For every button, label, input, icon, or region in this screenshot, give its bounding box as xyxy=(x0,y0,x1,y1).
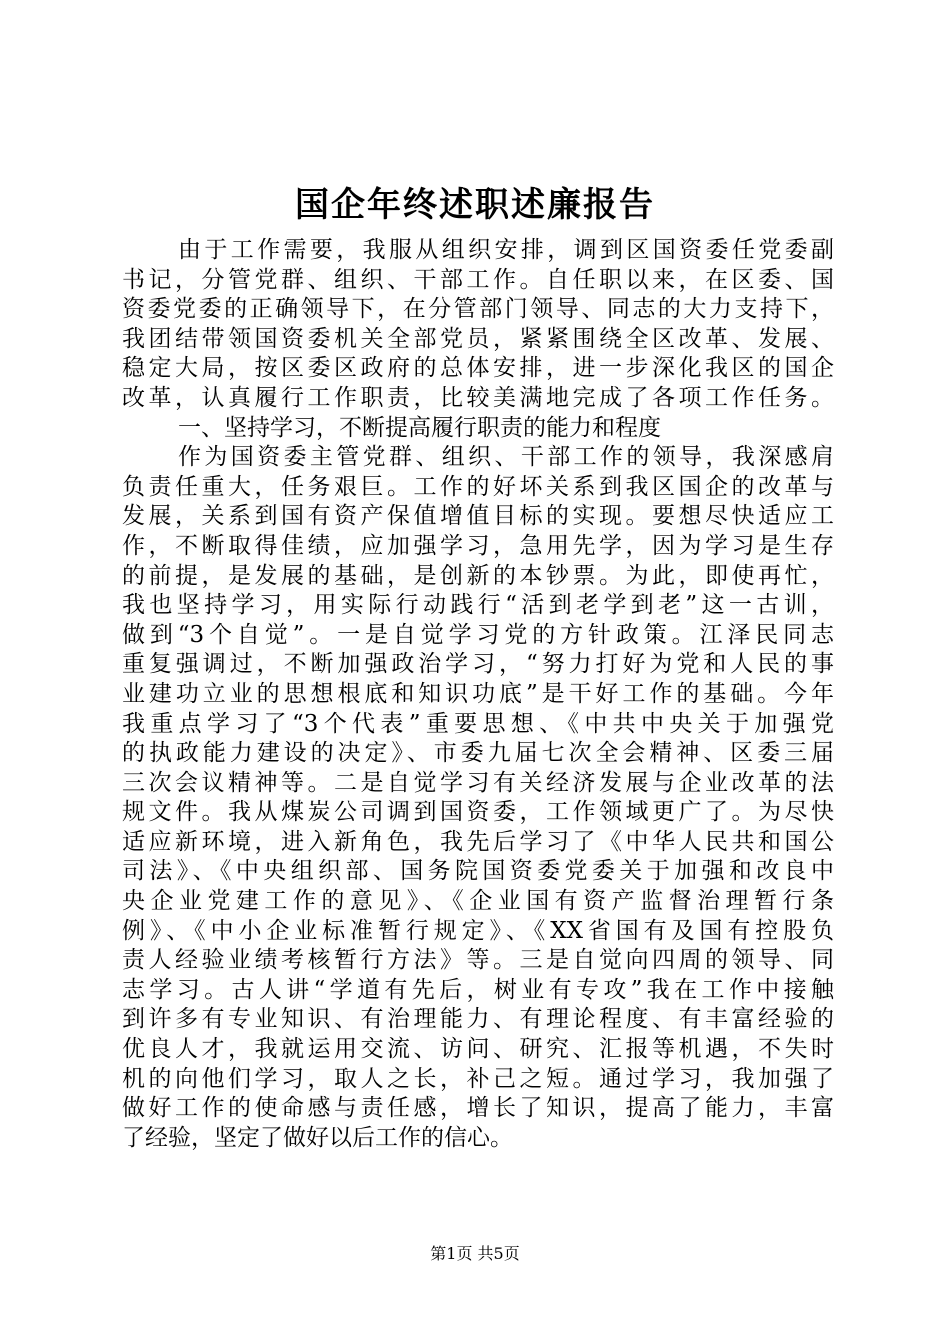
text-line: 发展，关系到国有资产保值增值目标的实现。要想尽快适应工 xyxy=(122,503,834,530)
text-line: 做好工作的使命感与责任感，增长了知识，提高了能力，丰富 xyxy=(122,1095,834,1122)
text-line: 适应新环境，进入新角色，我先后学习了《中华人民共和国公 xyxy=(122,828,834,855)
text-line: 改革，认真履行工作职责，比较美满地完成了各项工作任务。 xyxy=(122,384,834,411)
text-line: 的执政能力建设的决定》、市委九届七次全会精神、区委三届 xyxy=(122,740,834,767)
page-number-footer: 第1页 共5页 xyxy=(430,1244,520,1263)
text-line: 作，不断取得佳绩，应加强学习，急用先学，因为学习是生存 xyxy=(122,532,834,559)
text-line: 由于工作需要，我服从组织安排，调到区国资委任党委副 xyxy=(178,237,834,263)
text-line: 志学习。古人讲“学道有先后，树业有专攻”我在工作中接触 xyxy=(122,976,834,1003)
text-line: 业建功立业的思想根底和知识功底”是干好工作的基础。今年 xyxy=(122,680,834,707)
text-line: 重复强调过，不断加强政治学习，“努力打好为党和人民的事 xyxy=(122,651,834,678)
text-line: 的前提，是发展的基础，是创新的本钞票。为此，即使再忙， xyxy=(122,562,834,589)
document-title: 国企年终述职述廉报告 xyxy=(295,185,655,225)
text-line: 我也坚持学习，用实际行动践行“活到老学到老”这一古训， xyxy=(122,592,834,619)
section-heading: 一、坚持学习，不断提高履行职责的能力和程度 xyxy=(178,414,661,441)
text-line: 作为国资委主管党群、组织、干部工作的领导，我深感肩 xyxy=(178,444,834,471)
text-line: 央企业党建工作的意见》、《企业国有资产监督治理暂行条 xyxy=(122,888,834,915)
text-line: 资委党委的正确领导下，在分管部门领导、同志的大力支持下， xyxy=(122,296,834,323)
text-line: 司法》、《中央组织部、国务院国资委党委关于加强和改良中 xyxy=(122,858,834,885)
text-line: 书记，分管党群、组织、干部工作。自任职以来，在区委、国 xyxy=(122,266,834,293)
text-line: 我团结带领国资委机关全部党员，紧紧围绕全区改革、发展、 xyxy=(122,325,834,352)
text-line: 负责任重大，任务艰巨。工作的好坏关系到我区国企的改革与 xyxy=(122,473,834,500)
text-line: 优良人才，我就运用交流、访问、研究、汇报等机遇，不失时 xyxy=(122,1036,834,1063)
text-line: 三次会议精神等。二是自觉学习有关经济发展与企业改革的法 xyxy=(122,769,834,796)
text-line: 例》、《中小企业标准暂行规定》、《XX省国有及国有控股负 xyxy=(122,917,834,944)
text-line: 了经验，坚定了做好以后工作的信心。 xyxy=(122,1124,513,1151)
text-line: 稳定大局，按区委区政府的总体安排，进一步深化我区的国企 xyxy=(122,355,834,382)
document-body xyxy=(122,236,834,1153)
text-line: 我重点学习了“3个代表”重要思想、《中共中央关于加强党 xyxy=(122,710,834,737)
text-line: 到许多有专业知识、有治理能力、有理论程度、有丰富经验的 xyxy=(122,1006,834,1033)
text-line: 责人经验业绩考核暂行方法》等。三是自觉向四周的领导、同 xyxy=(122,947,834,974)
text-line: 规文件。我从煤炭公司调到国资委，工作领域更广了。为尽快 xyxy=(122,799,834,826)
text-line: 机的向他们学习，取人之长，补己之短。通过学习，我加强了 xyxy=(122,1065,834,1092)
text-line: 做到“3个自觉”。一是自觉学习党的方针政策。江泽民同志 xyxy=(122,621,834,648)
